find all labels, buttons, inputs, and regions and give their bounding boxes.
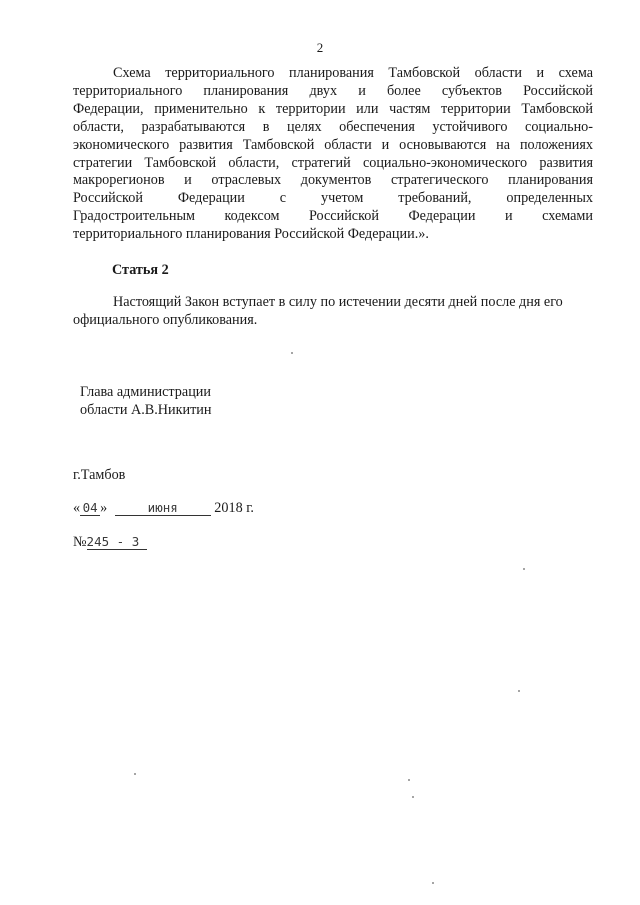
number-sign: № (73, 534, 87, 550)
paragraph-line: Градостроительным кодексом Российской Федерации и схемами (73, 208, 593, 225)
article-heading: Статья 2 (112, 262, 169, 278)
signatory-position: Глава администрации (80, 384, 211, 400)
paragraph-entry-into-force (73, 293, 593, 329)
scan-speck (432, 882, 434, 884)
paragraph-line: стратегии Тамбовской области, стратегий социально-экономического развития (73, 154, 593, 171)
date-month: июня (115, 501, 211, 516)
number-value: 245 - З (87, 535, 147, 550)
scan-speck (408, 779, 410, 781)
paragraph-line: Схема территориального планирования Тамбовской области и схема (113, 65, 593, 81)
date-day: 04 (80, 501, 100, 516)
scan-speck (134, 773, 136, 775)
paragraph-line: Российской Федерации с учетом требований, определенных (73, 190, 593, 207)
paragraph-line: Настоящий Закон вступает в силу по истечении десяти дней после дня его (113, 294, 563, 310)
page-number: 2 (316, 40, 324, 55)
paragraph-line: территориального планирования Российской Федерации.». (73, 226, 429, 243)
date-open-quote: « (73, 500, 81, 516)
signature-block (80, 384, 211, 419)
date-close-quote: » (100, 500, 108, 516)
paragraph-line: территориального планирования двух и более субъектов Российской (73, 82, 593, 99)
paragraph-line: макрорегионов и отраслевых документов стратегического планирования (73, 172, 593, 189)
law-number (73, 534, 147, 551)
scan-speck (291, 352, 293, 354)
scan-speck (518, 690, 520, 692)
signatory-name: области А.В.Никитин (80, 401, 212, 418)
paragraph-line: Федерации, применительно к территории или частям территории Тамбовской (73, 100, 593, 117)
scan-speck (523, 568, 525, 570)
scan-speck (412, 796, 414, 798)
paragraph-line: официального опубликования. (73, 312, 258, 328)
paragraph-territorial-planning (73, 65, 593, 244)
paragraph-line: области, разрабатываются в целях обеспечения устойчивого социально- (73, 118, 593, 135)
signing-date (73, 500, 254, 517)
date-year: 2018 г. (214, 500, 254, 516)
city-name: г.Тамбов (73, 467, 126, 483)
paragraph-line: экономического развития Тамбовской области и основываются на положениях (73, 136, 593, 153)
